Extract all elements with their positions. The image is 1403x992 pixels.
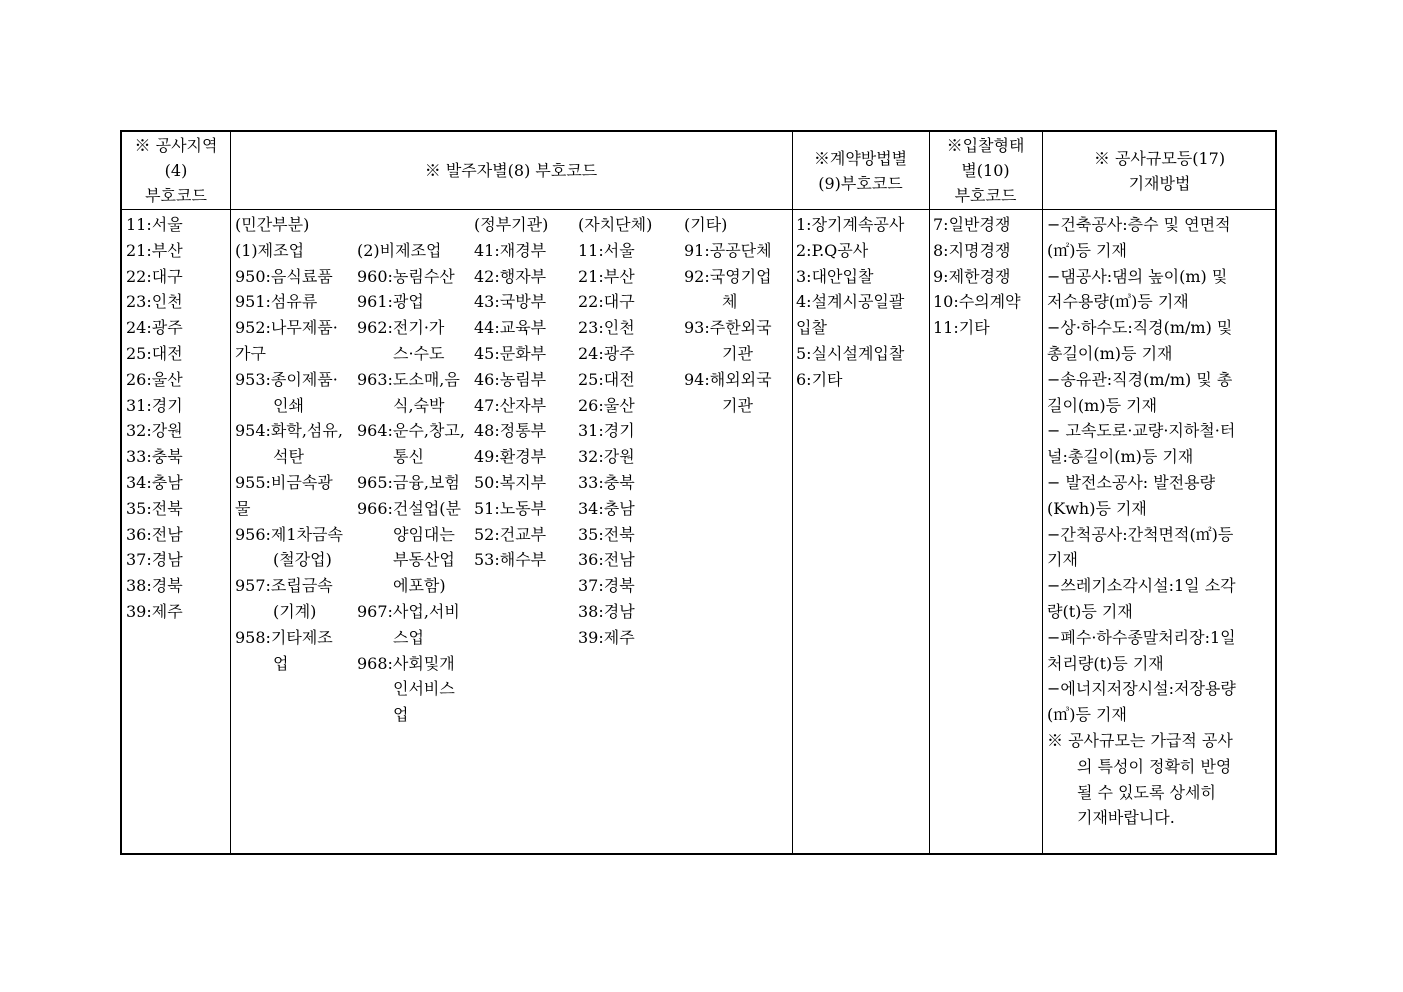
list-item: 인서비스 — [393, 679, 455, 699]
note-line: − 고속도로·교량·지하철·터 — [1047, 421, 1236, 441]
list-item: 964:운수,창고, — [357, 421, 465, 441]
note-line: −상·하수도:직경(m/m) 및 — [1047, 318, 1233, 338]
local-government-codes — [578, 212, 652, 651]
list-item: 37:경남 — [126, 550, 183, 570]
list-item: 스업 — [393, 627, 424, 647]
note-line: (㎡)등 기재 — [1047, 240, 1127, 260]
note-line: (Kwh)등 기재 — [1047, 498, 1147, 518]
list-item: 950:음식료품 — [235, 266, 333, 286]
list-item: 업 — [393, 705, 409, 725]
list-item: 22:대구 — [126, 266, 183, 286]
contract-method-codes — [796, 212, 904, 393]
list-item: 기관 — [722, 395, 753, 415]
bid-type-codes — [933, 212, 1021, 341]
list-item: 37:경북 — [578, 576, 635, 596]
list-item: 38:경남 — [578, 601, 635, 621]
government-codes — [474, 212, 548, 573]
list-item: 94:해외외국 — [684, 369, 772, 389]
header-bid-type: ※입찰형태 별(10) 부호코드 — [946, 136, 1025, 205]
list-item: 8:지명경쟁 — [933, 240, 1011, 260]
list-item: 23:인천 — [126, 292, 183, 312]
note-line: −폐수·하수종말처리장:1일 — [1047, 627, 1236, 647]
list-item: 41:재경부 — [474, 240, 547, 260]
list-item: 44:교육부 — [474, 318, 547, 338]
list-item: 967:사업,서비 — [357, 601, 460, 621]
list-item: 93:주한외국 — [684, 318, 772, 338]
list-item: 33:충북 — [126, 447, 183, 467]
list-item: 39:제주 — [126, 601, 183, 621]
list-item: 39:제주 — [578, 627, 635, 647]
list-item: 33:충북 — [578, 472, 635, 492]
list-item: 25:대전 — [578, 369, 635, 389]
other-codes — [684, 212, 772, 418]
list-item: 21:부산 — [126, 240, 183, 260]
list-item: 52:건교부 — [474, 524, 547, 544]
list-item: 963:도소매,음 — [357, 369, 460, 389]
region-codes — [126, 212, 183, 625]
list-item: 11:기타 — [933, 318, 990, 338]
list-item: 51:노동부 — [474, 498, 547, 518]
list-item: 6:기타 — [796, 369, 843, 389]
list-item: 21:부산 — [578, 266, 635, 286]
note-line: 총길이(m)등 기재 — [1047, 343, 1173, 363]
list-item: 31:경기 — [126, 395, 183, 415]
list-item: 34:충남 — [126, 472, 183, 492]
list-item: 954:화학,섬유, — [235, 421, 343, 441]
header-contract-method: ※계약방법별 (9)부호코드 — [813, 148, 908, 193]
list-item: 식,숙박 — [393, 395, 445, 415]
header-orderer: ※ 발주자별(8) 부호코드 — [424, 161, 598, 180]
list-item: 2:P.Q공사 — [796, 240, 869, 260]
list-item: 11:서울 — [578, 240, 635, 260]
note-line: −에너지저장시설:저장용량 — [1047, 679, 1236, 699]
list-item: 통신 — [393, 447, 424, 467]
list-item: 인쇄 — [273, 395, 304, 415]
list-item: 34:충남 — [578, 498, 635, 518]
note-line: 저수용량(㎥)등 기재 — [1047, 292, 1189, 312]
list-item: 48:정통부 — [474, 421, 547, 441]
list-item: 스·수도 — [393, 343, 445, 363]
section-title: (기타) — [684, 215, 728, 234]
list-item: 961:광업 — [357, 292, 424, 312]
note-line: 량(t)등 기재 — [1047, 601, 1133, 621]
column-divider — [792, 132, 793, 853]
list-item: 4:설계시공일괄 — [796, 292, 905, 312]
note-line: −댐공사:댐의 높이(m) 및 — [1047, 266, 1228, 286]
list-item: 가구 — [235, 343, 266, 363]
list-item: 23:인천 — [578, 318, 635, 338]
non-manufacturing-codes — [357, 238, 465, 728]
list-item: 955:비금속광 — [235, 472, 333, 492]
list-item: 953:종이제품· — [235, 369, 338, 389]
list-item: 951:섬유류 — [235, 292, 318, 312]
list-item: 24:광주 — [578, 343, 635, 363]
list-item: 92:국영기업 — [684, 266, 772, 286]
note-line: (㎥)등 기재 — [1047, 705, 1127, 725]
list-item: 기관 — [722, 343, 753, 363]
note-line: 기재바랍니다. — [1077, 808, 1175, 828]
list-item: 32:강원 — [578, 447, 635, 467]
list-item: (철강업) — [273, 550, 332, 570]
list-item: 24:광주 — [126, 318, 183, 338]
list-item: 966:건설업(분 — [357, 498, 461, 518]
note-line: 의 특성이 정확히 반영 — [1077, 756, 1232, 776]
section-title: (정부기관) — [474, 215, 549, 234]
note-line: ※ 공사규모는 가급적 공사 — [1047, 730, 1233, 750]
list-item: 957:조립금속 — [235, 576, 333, 596]
list-item: 입찰 — [796, 318, 827, 338]
header-divider — [122, 209, 1275, 210]
header-scale-method: ※ 공사규모등(17) 기재방법 — [1093, 148, 1226, 193]
list-item: 45:문화부 — [474, 343, 547, 363]
list-item: 10:수의계약 — [933, 292, 1021, 312]
list-item: 952:나무제품· — [235, 318, 338, 338]
header-region: ※ 공사지역 (4) 부호코드 — [134, 136, 218, 205]
list-item: 석탄 — [273, 447, 304, 467]
list-item: 49:환경부 — [474, 447, 547, 467]
note-line: 기재 — [1047, 550, 1078, 570]
note-line: 길이(m)등 기재 — [1047, 395, 1158, 415]
list-item: 7:일반경쟁 — [933, 215, 1011, 234]
list-item: 5:실시설계입찰 — [796, 343, 905, 363]
private-sector-heading: (민간부분) — [235, 215, 310, 234]
list-item: 46:농림부 — [474, 369, 547, 389]
list-item: (기계) — [273, 601, 317, 621]
list-item: 25:대전 — [126, 343, 183, 363]
list-item: 3:대안입찰 — [796, 266, 874, 286]
list-item: 32:강원 — [126, 421, 183, 441]
list-item: 체 — [722, 292, 738, 312]
section-title: (2)비제조업 — [357, 240, 442, 260]
list-item: 965:금융,보험 — [357, 472, 460, 492]
list-item: 양임대는 — [393, 524, 455, 544]
list-item: 36:전남 — [126, 524, 183, 544]
list-item: 42:행자부 — [474, 266, 547, 286]
note-line: − 발전소공사: 발전용량 — [1047, 472, 1216, 492]
list-item: 968:사회및개 — [357, 653, 455, 673]
scale-method-notes — [1047, 212, 1236, 831]
list-item: 9:제한경쟁 — [933, 266, 1011, 286]
list-item: 1:장기계속공사 — [796, 215, 905, 234]
column-divider — [1042, 132, 1043, 853]
note-line: 될 수 있도록 상세히 — [1077, 782, 1216, 802]
list-item: 50:복지부 — [474, 472, 547, 492]
note-line: −간척공사:간척면적(㎡)등 — [1047, 524, 1234, 544]
list-item: 22:대구 — [578, 292, 635, 312]
note-line: −쓰레기소각시설:1일 소각 — [1047, 576, 1236, 596]
list-item: 960:농림수산 — [357, 266, 455, 286]
code-table — [120, 130, 1277, 855]
list-item: 31:경기 — [578, 421, 635, 441]
list-item: 업 — [273, 653, 289, 673]
list-item: 26:울산 — [126, 369, 183, 389]
list-item: 47:산자부 — [474, 395, 547, 415]
list-item: 36:전남 — [578, 550, 635, 570]
list-item: 물 — [235, 498, 251, 518]
list-item: 26:울산 — [578, 395, 635, 415]
list-item: 에포함) — [393, 576, 446, 596]
list-item: 962:전기·가 — [357, 318, 445, 338]
list-item: 43:국방부 — [474, 292, 547, 312]
list-item: 부동산업 — [393, 550, 455, 570]
list-item: 38:경북 — [126, 576, 183, 596]
note-line: −송유관:직경(m/m) 및 총 — [1047, 369, 1233, 389]
list-item: 53:해수부 — [474, 550, 547, 570]
column-divider — [929, 132, 930, 853]
column-divider — [230, 132, 231, 853]
note-line: 널:총길이(m)등 기재 — [1047, 447, 1194, 467]
list-item: 956:제1차금속 — [235, 524, 343, 544]
list-item: 35:전북 — [126, 498, 183, 518]
section-title: (1)제조업 — [235, 240, 305, 260]
note-line: 처리량(t)등 기재 — [1047, 653, 1164, 673]
note-line: −건축공사:층수 및 연면적 — [1047, 215, 1231, 234]
section-title: (자치단체) — [578, 215, 653, 234]
list-item: 35:전북 — [578, 524, 635, 544]
list-item: 958:기타제조 — [235, 627, 333, 647]
list-item: 91:공공단체 — [684, 240, 772, 260]
list-item: 11:서울 — [126, 215, 183, 234]
manufacturing-codes — [235, 212, 343, 676]
